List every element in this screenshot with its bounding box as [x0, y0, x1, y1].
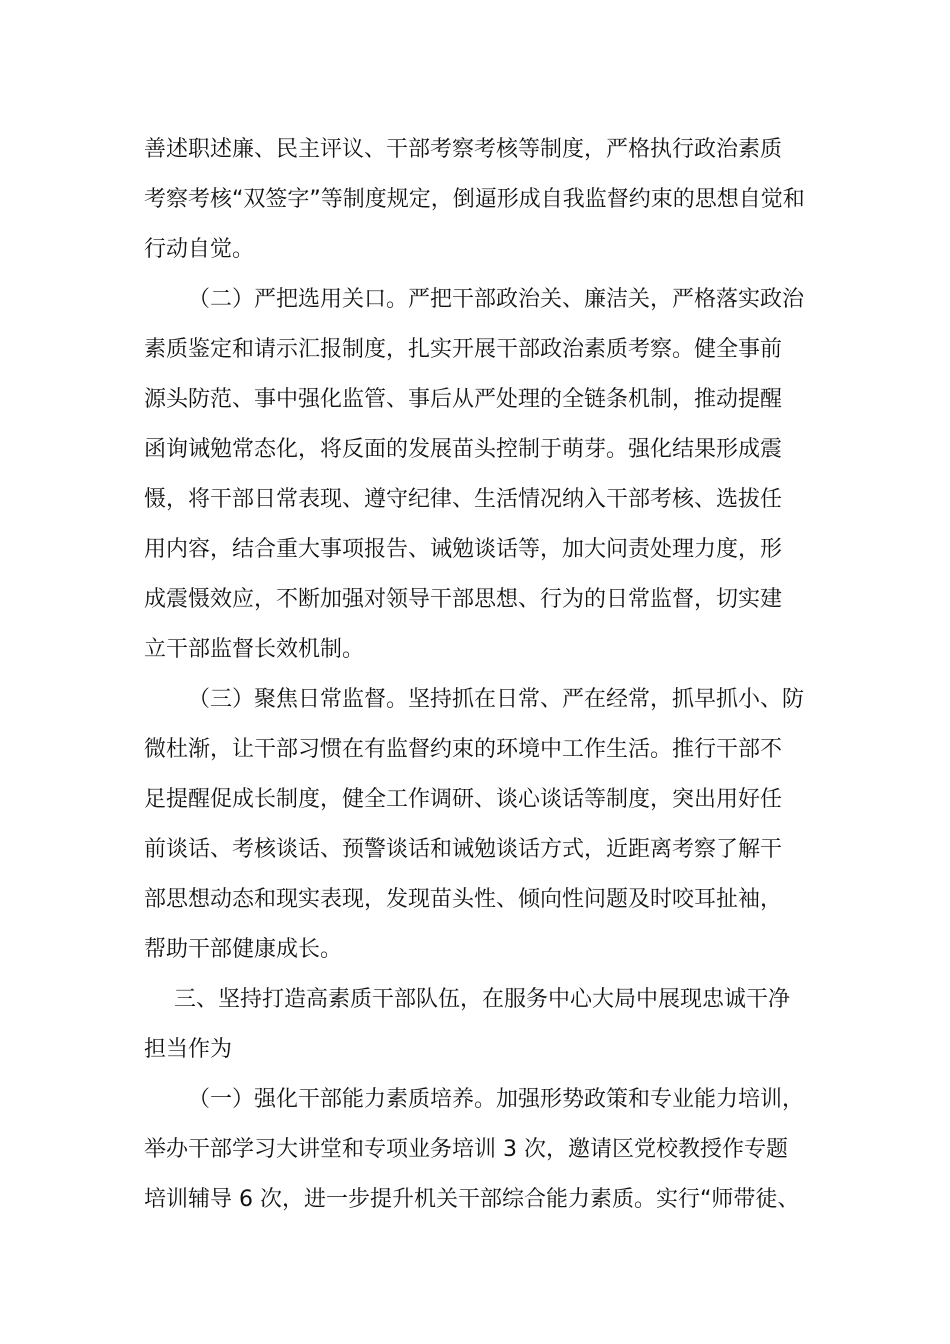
text-line: 部思想动态和现实表现，发现苗头性、倾向性问题及时咬耳扯袖，: [144, 887, 783, 912]
text-line: 素质鉴定和请示汇报制度，扎实开展干部政治素质考察。健全事前: [144, 337, 783, 362]
section-heading-line: 三、坚持打造高素质干部队伍，在服务中心大局中展现忠诚干净: [174, 987, 791, 1012]
text-line: 源头防范、事中强化监管、事后从严处理的全链条机制，推动提醒: [144, 387, 783, 412]
section-heading-line: 担当作为: [144, 1037, 233, 1062]
text-line: 足提醒促成长制度，健全工作调研、谈心谈话等制度，突出用好任: [144, 787, 783, 812]
text-line: 微杜渐，让干部习惯在有监督约束的环境中工作生活。推行干部不: [144, 737, 783, 762]
text-line: 考察考核“双签字”等制度规定，倒逼形成自我监督约束的思想自觉和: [144, 187, 805, 212]
text-line: 行动自觉。: [144, 237, 255, 262]
text-line: 培训辅导 6 次，进一步提升机关干部综合能力素质。实行“师带徒、: [144, 1187, 800, 1212]
document-page: [144, 125, 806, 1225]
text-line: 前谈话、考核谈话、预警谈话和诫勉谈话方式，近距离考察了解干: [144, 837, 783, 862]
text-line: 举办干部学习大讲堂和专项业务培训 3 次，邀请区党校教授作专题: [144, 1137, 788, 1162]
text-line: （二）严把选用关口。严把干部政治关、廉洁关，严格落实政治: [188, 287, 805, 312]
text-line: 慑，将干部日常表现、遵守纪律、生活情况纳入干部考核、选拔任: [144, 487, 783, 512]
text-line: 函询诫勉常态化，将反面的发展苗头控制于萌芽。强化结果形成震: [144, 437, 783, 462]
text-line: 善述职述廉、民主评议、干部考察考核等制度，严格执行政治素质: [144, 137, 783, 162]
text-line: 帮助干部健康成长。: [144, 937, 343, 962]
text-line: 立干部监督长效机制。: [144, 637, 365, 662]
text-line: 用内容，结合重大事项报告、诫勉谈话等，加大问责处理力度，形: [144, 537, 783, 562]
text-line: 成震慑效应，不断加强对领导干部思想、行为的日常监督，切实建: [144, 587, 783, 612]
text-line: （一）强化干部能力素质培养。加强形势政策和专业能力培训，: [188, 1087, 805, 1112]
text-line: （三）聚焦日常监督。坚持抓在日常、严在经常，抓早抓小、防: [188, 687, 805, 712]
